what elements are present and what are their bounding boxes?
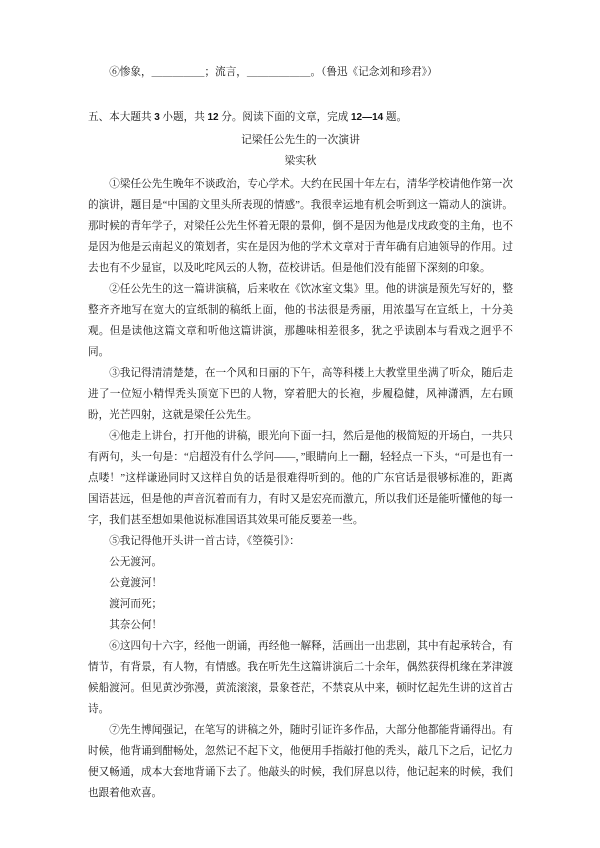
article-paragraph: ⑤我记得他开头讲一首古诗，《箜篌引》： (109, 536, 300, 547)
fill-in-blank-line: ⑥惨象，＿＿＿＿＿；流言，＿＿＿＿＿＿。（鲁迅《记念刘和珍君》） (109, 67, 438, 78)
article-paragraph: ⑦先生博闻强记，在笔写的讲稿之外，随时引证许多作品，大部分他都能背诵得出。有时候，他背诵到酣畅处，忽然记不起下文，他便用手指敲打他的秃头，敲几下之后，记忆力便又畅通，成本大套地背诵下去了。他敲头的时候，我们屏息以待，他记起来的时候，我们也跟着他欢喜。 (88, 725, 513, 799)
article-paragraph: ④他走上讲台，打开他的讲稿，眼光向下面一扫，然后是他的极简短的开场白，一共只有两句，头一句是：“启超没有什么学问——，”眼睛向上一翻，轻轻点一下头，“可是也有一点喽！”这样谦逊同时又这样自负的话是很难得听到的。他的广东官话是很够标准的，距离国语甚远，但是他的声音沉着而有力，有时又是宏亮而激亢，所以我们还是能听懂他的每一字，我们甚至想如果他说标准国语其效果可能反要差一些。 (88, 431, 513, 526)
article-paragraph: ③我记得清清楚楚，在一个风和日丽的下午，高等科楼上大教堂里坐满了听众，随后走进了一位短小精悍秃头顶宽下巴的人物，穿着肥大的长袍，步履稳健，风神潇洒，左右顾盼，光芒四射，这就是梁任公先生。 (88, 368, 513, 421)
article-body (88, 174, 513, 804)
article-paragraph: ⑥这四句十六字，经他一朗诵，再经他一解释，活画出一出悲剧，其中有起承转合，有情节，有背景，有人物，有情感。我在听先生这篇讲演后二十余年，偶然获得机缘在茅津渡候船渡河。但见黄沙弥漫，黄流滚滚，景象苍茫，不禁哀从中来，顿时忆起先生讲的这首古诗。 (88, 641, 513, 715)
section-header: 五、本大题共 3 小题，共 12 分。阅读下面的文章，完成 12—14 题。 (88, 112, 408, 123)
article-author: 梁实秋 (284, 156, 317, 167)
poem-line: 其奈公何！ (109, 620, 163, 631)
poem-line: 公竟渡河！ (109, 578, 163, 589)
article-paragraph: ②任公先生的这一篇讲演稿，后来收在《饮冰室文集》里。他的讲演是预先写好的，整整齐齐地写在宽大的宣纸制的稿纸上面，他的书法很是秀丽，用浓墨写在宣纸上，十分美观。但是读他这篇文章和听他这篇讲演，那趣味相差很多，犹之乎读剧本与看戏之迥乎不同。 (88, 284, 513, 358)
article-title: 记梁任公先生的一次演讲 (241, 134, 360, 146)
article-paragraph: ①梁任公先生晚年不谈政治，专心学术。大约在民国十年左右，清华学校请他作第一次的演讲，题目是“中国韵文里头所表现的情感”。我很幸运地有机会听到这一篇动人的演讲。那时候的青年学子，对梁任公先生怀着无限的景仰，倒不是因为他是戊戌政变的主角，也不是因为他是云南起义的策划者，实在是因为他的学术文章对于青年确有启迪领导的作用。过去也有不少显宦，以及叱咤风云的人物，莅校讲话。但是他们没有能留下深刻的印象。 (88, 179, 513, 274)
poem-line: 公无渡河。 (109, 557, 163, 568)
poem-line: 渡河而死； (109, 599, 163, 610)
